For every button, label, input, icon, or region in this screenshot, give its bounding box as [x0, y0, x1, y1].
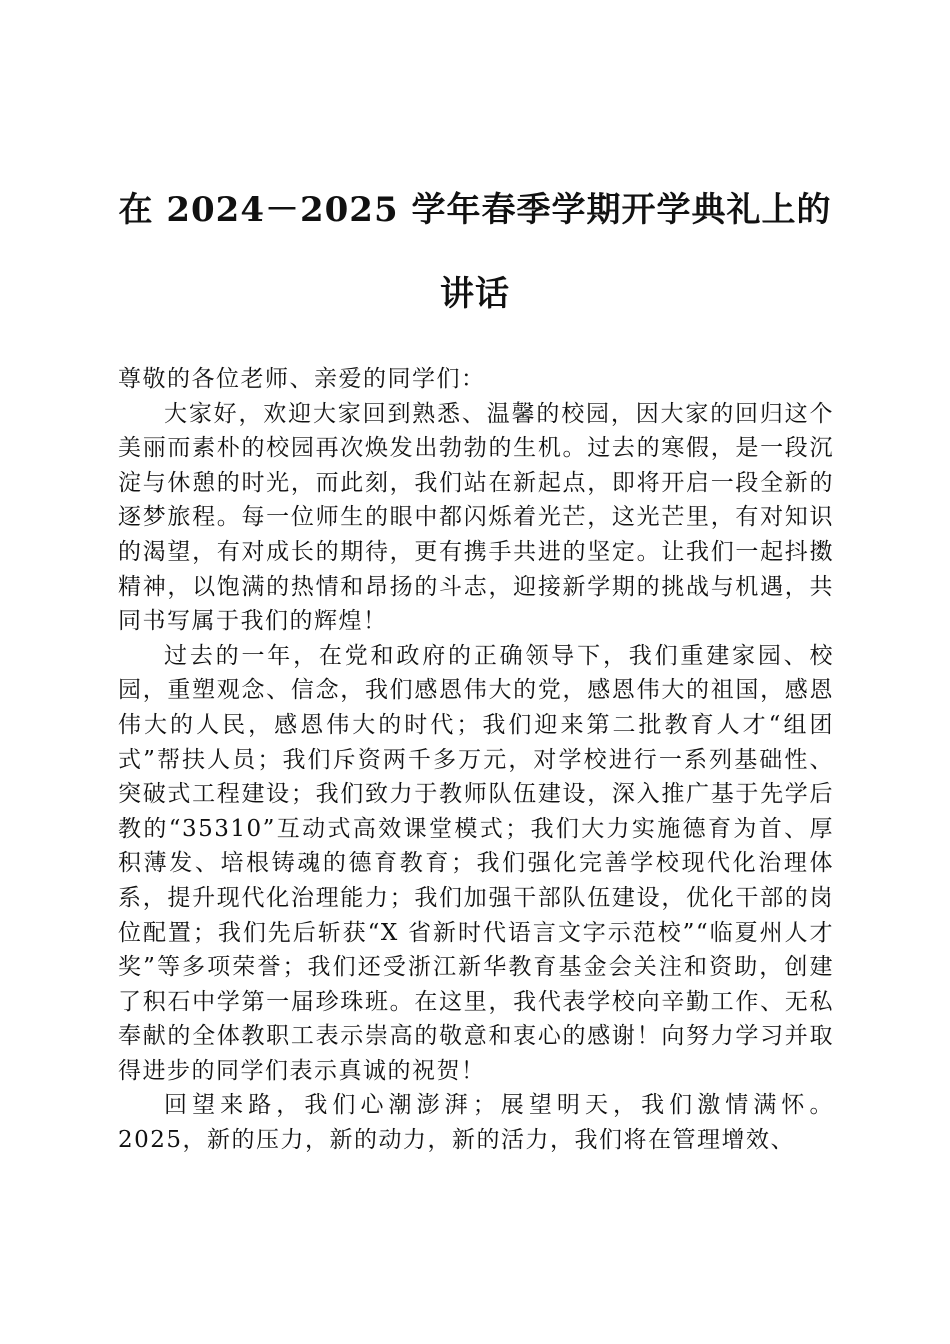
document-title: 在 2024－2025 学年春季学期开学典礼上的讲话: [118, 190, 832, 314]
paragraph-1: 大家好，欢迎大家回到熟悉、温馨的校园，因大家的回归这个美丽而素朴的校园再次焕发出勃勃的生机。过去的寒假，是一段沉淀与休憩的时光，而此刻，我们站在新起点，即将开启一段全新的逐梦旅程。每一位师生的眼中都闪烁着光芒，这光芒里，有对知识的渴望，有对成长的期待，更有携手共进的坚定。让我们一起抖擞精神，以饱满的热情和昂扬的斗志，迎接新学期的挑战与机遇，共同书写属于我们的辉煌！: [118, 400, 834, 635]
salutation: 尊敬的各位老师、亲爱的同学们：: [118, 366, 486, 392]
document-body: [118, 362, 834, 1158]
paragraph-2: 过去的一年，在党和政府的正确领导下，我们重建家园、校园，重塑观念、信念，我们感恩伟大的党，感恩伟大的祖国，感恩伟大的人民，感恩伟大的时代；我们迎来第二批教育人才“组团式”帮扶人员；我们斥资两千多万元，对学校进行一系列基础性、突破式工程建设；我们致力于教师队伍建设，深入推广基于先学后教的“35310”互动式高效课堂模式；我们大力实施德育为首、厚积薄发、培根铸魂的德育教育；我们强化完善学校现代化治理体系，提升现代化治理能力；我们加强干部队伍建设，优化干部的岗位配置；我们先后斩获“X 省新时代语言文字示范校”“临夏州人才奖”等多项荣誉；我们还受浙江新华教育基金会关注和资助，创建了积石中学第一届珍珠班。在这里，我代表学校向辛勤工作、无私奉献的全体教职工表示崇高的敬意和衷心的感谢！向努力学习并取得进步的同学们表示真诚的祝贺！: [118, 642, 834, 1084]
paragraph-3: 回望来路，我们心潮澎湃；展望明天，我们激情满怀。2025，新的压力，新的动力，新的活力，我们将在管理增效、: [118, 1092, 834, 1154]
